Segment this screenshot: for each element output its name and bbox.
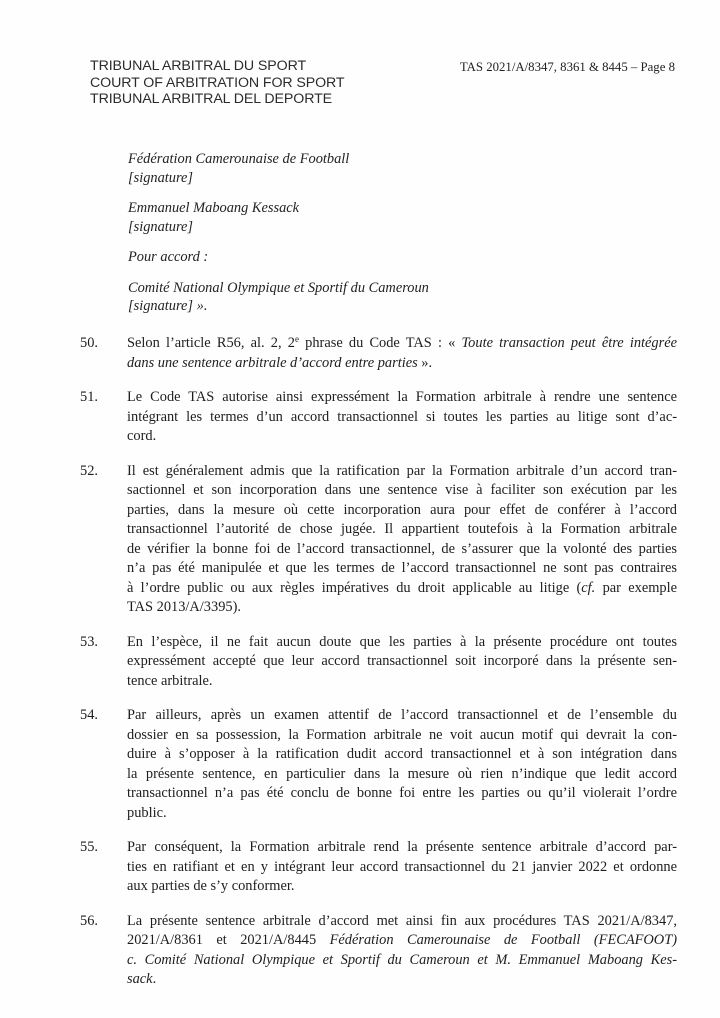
text-line: [127, 579, 677, 599]
text-line: [127, 540, 677, 560]
paragraph-number: 56.: [80, 912, 98, 929]
paragraph-body: [127, 462, 677, 618]
text-line: [127, 633, 677, 653]
signature-section: [128, 150, 429, 328]
text-line: [127, 652, 677, 672]
institution-name-es: TRIBUNAL ARBITRAL DEL DEPORTE: [90, 91, 333, 107]
text-segment: Selon l’article R56, al. 2, 2: [127, 335, 295, 351]
signature-block: [128, 279, 429, 316]
text-segment: 2021/A/8361 et 2021/A/8445: [127, 932, 330, 948]
text-line: [127, 804, 677, 824]
paragraph-body: [127, 633, 677, 692]
text-line: [127, 745, 677, 765]
paragraph: [80, 334, 680, 373]
text-line: [127, 706, 677, 726]
paragraph: [80, 633, 680, 692]
text-line: [127, 598, 677, 618]
paragraph: [80, 706, 680, 823]
text-line: [127, 672, 677, 692]
paragraph: [80, 838, 680, 897]
text-segment: à l’ordre public ou aux règles impératives du droit applicable au litige (: [127, 579, 582, 596]
paragraph: [80, 462, 680, 618]
text-segment: par exemple: [595, 579, 677, 596]
numbered-paragraphs: [80, 334, 680, 1005]
text-segment: de vérifier la bonne foi de l’accord transactionnel, de s’assurer que la volonté des parties: [127, 540, 677, 557]
text-line: [127, 481, 677, 501]
text-line: [127, 408, 677, 428]
text-segment: TAS 2013/A/3395).: [127, 599, 241, 615]
text-line: [127, 520, 677, 540]
text-segment: Il est généralement admis que la ratification par la Formation arbitrale d’un accord tran-: [127, 462, 677, 479]
text-segment: public.: [127, 804, 167, 821]
signature-line: [signature]: [128, 169, 194, 186]
text-line: [127, 838, 677, 858]
paragraph-number: 50.: [80, 335, 98, 351]
text-segment: la présente sentence, en particulier dans la mesure où rien n’indique que ledit accord: [127, 765, 677, 782]
italic-text: dans une sentence arbitrale d’accord entre parties: [127, 354, 418, 371]
paragraph-number: 52.: [80, 462, 98, 479]
text-line: [127, 354, 677, 374]
signature-line: [signature] ».: [128, 298, 208, 314]
institution-name-en: COURT OF ARBITRATION FOR SPORT: [90, 74, 345, 91]
paragraph-body: [127, 912, 677, 990]
text-segment: dossier en sa possession, la Formation arbitrale ne voit aucun motif qui devrait la con-: [127, 726, 677, 743]
text-line: [127, 877, 677, 897]
text-line: [127, 858, 677, 878]
text-segment: .: [152, 971, 157, 987]
signature-block: [128, 150, 429, 187]
signature-line: Comité National Olympique et Sportif du Cameroun: [128, 279, 429, 296]
text-segment: n’a pas été manipulée et que les termes de l’accord transactionnel ne sont pas contraires: [127, 560, 677, 576]
paragraph-number: 51.: [80, 389, 98, 405]
paragraph-body: [127, 334, 677, 373]
superscript-text: e: [294, 334, 299, 344]
text-segment: sactionnel et son incorporation dans une sentence vise à faciliter son exécution par les: [127, 482, 677, 498]
paragraph: [80, 912, 680, 990]
signature-block: [128, 248, 429, 267]
italic-text: cf.: [581, 579, 596, 596]
text-line: [127, 334, 677, 354]
text-line: [127, 501, 677, 521]
text-line: [127, 784, 677, 804]
italic-text: Toute transaction peut être intégrée: [461, 335, 677, 351]
text-segment: Le Code TAS autorise ainsi expressément la Formation arbitrale à rendre une sentence: [127, 389, 677, 405]
text-line: [127, 765, 677, 785]
text-segment: En l’espèce, il ne fait aucun doute que les parties à la présente procédure ont toutes: [127, 633, 677, 650]
text-segment: transactionnel n’a pas été conclu de bonne foi entre les parties ou qu’il violerait l’ordre: [127, 785, 677, 801]
text-segment: duire à s’opposer à la ratification dudit accord transactionnel et à son intégration dans: [127, 746, 677, 762]
text-segment: ties en ratifiant et en y intégrant leur accord transactionnel du 21 janvier 2022 et ordonne: [127, 858, 677, 875]
italic-text: sack: [127, 971, 153, 987]
paragraph: [80, 388, 680, 447]
text-line: [127, 462, 677, 482]
text-line: [127, 951, 677, 971]
paragraph-body: [127, 706, 677, 823]
text-line: [127, 726, 677, 746]
text-line: [127, 427, 677, 447]
text-line: [127, 912, 677, 932]
paragraph-body: [127, 388, 677, 447]
text-line: [127, 931, 677, 951]
paragraph-body: [127, 838, 677, 897]
institution-name-fr: TRIBUNAL ARBITRAL DU SPORT: [90, 58, 307, 74]
text-segment: intégrant les termes d’un accord transactionnel si toutes les parties au litige sont d’ac-: [127, 408, 677, 425]
text-line: [127, 388, 677, 408]
paragraph-number: 55.: [80, 839, 98, 855]
text-segment: aux parties de s’y conformer.: [127, 878, 295, 894]
signature-line: Emmanuel Maboang Kessack: [128, 200, 300, 216]
paragraph-number: 53.: [80, 633, 98, 650]
text-segment: expressément accepté que leur accord transactionnel soit incorporé dans la présente sen-: [127, 653, 677, 669]
text-segment: Par conséquent, la Formation arbitrale rend la présente sentence arbitrale d’accord par-: [127, 839, 677, 855]
text-segment: cord.: [127, 428, 157, 444]
signature-line: Fédération Camerounaise de Football: [128, 151, 350, 167]
page-reference: TAS 2021/A/8347, 8361 & 8445 – Page 8: [459, 60, 675, 74]
text-segment: tence arbitrale.: [127, 672, 213, 689]
text-segment: phrase du Code TAS : «: [298, 335, 462, 351]
italic-text: c. Comité National Olympique et Sportif du Cameroun et M. Emmanuel Maboang Kes-: [127, 951, 677, 968]
text-segment: Par ailleurs, après un examen attentif de l’accord transactionnel et de l’ensemble du: [127, 707, 677, 723]
text-segment: ».: [417, 354, 433, 371]
text-line: [127, 970, 677, 990]
text-segment: La présente sentence arbitrale d’accord met ainsi fin aux procédures TAS 2021/A/8347,: [127, 912, 677, 929]
signature-block: [128, 199, 429, 236]
signature-line: [signature]: [128, 218, 194, 235]
text-segment: transactionnel l’autorité de chose jugée. Il appartient toutefois à la Formation arbitrale: [127, 521, 677, 537]
signature-line: Pour accord :: [128, 249, 209, 265]
italic-text: Fédération Camerounaise de Football (FECAFOOT): [329, 932, 677, 948]
text-segment: parties, dans la mesure où cette incorporation aura pour effet de conférer à l’accord: [127, 501, 677, 518]
text-line: [127, 559, 677, 579]
paragraph-number: 54.: [80, 707, 98, 723]
institution-letterhead: [90, 58, 345, 108]
